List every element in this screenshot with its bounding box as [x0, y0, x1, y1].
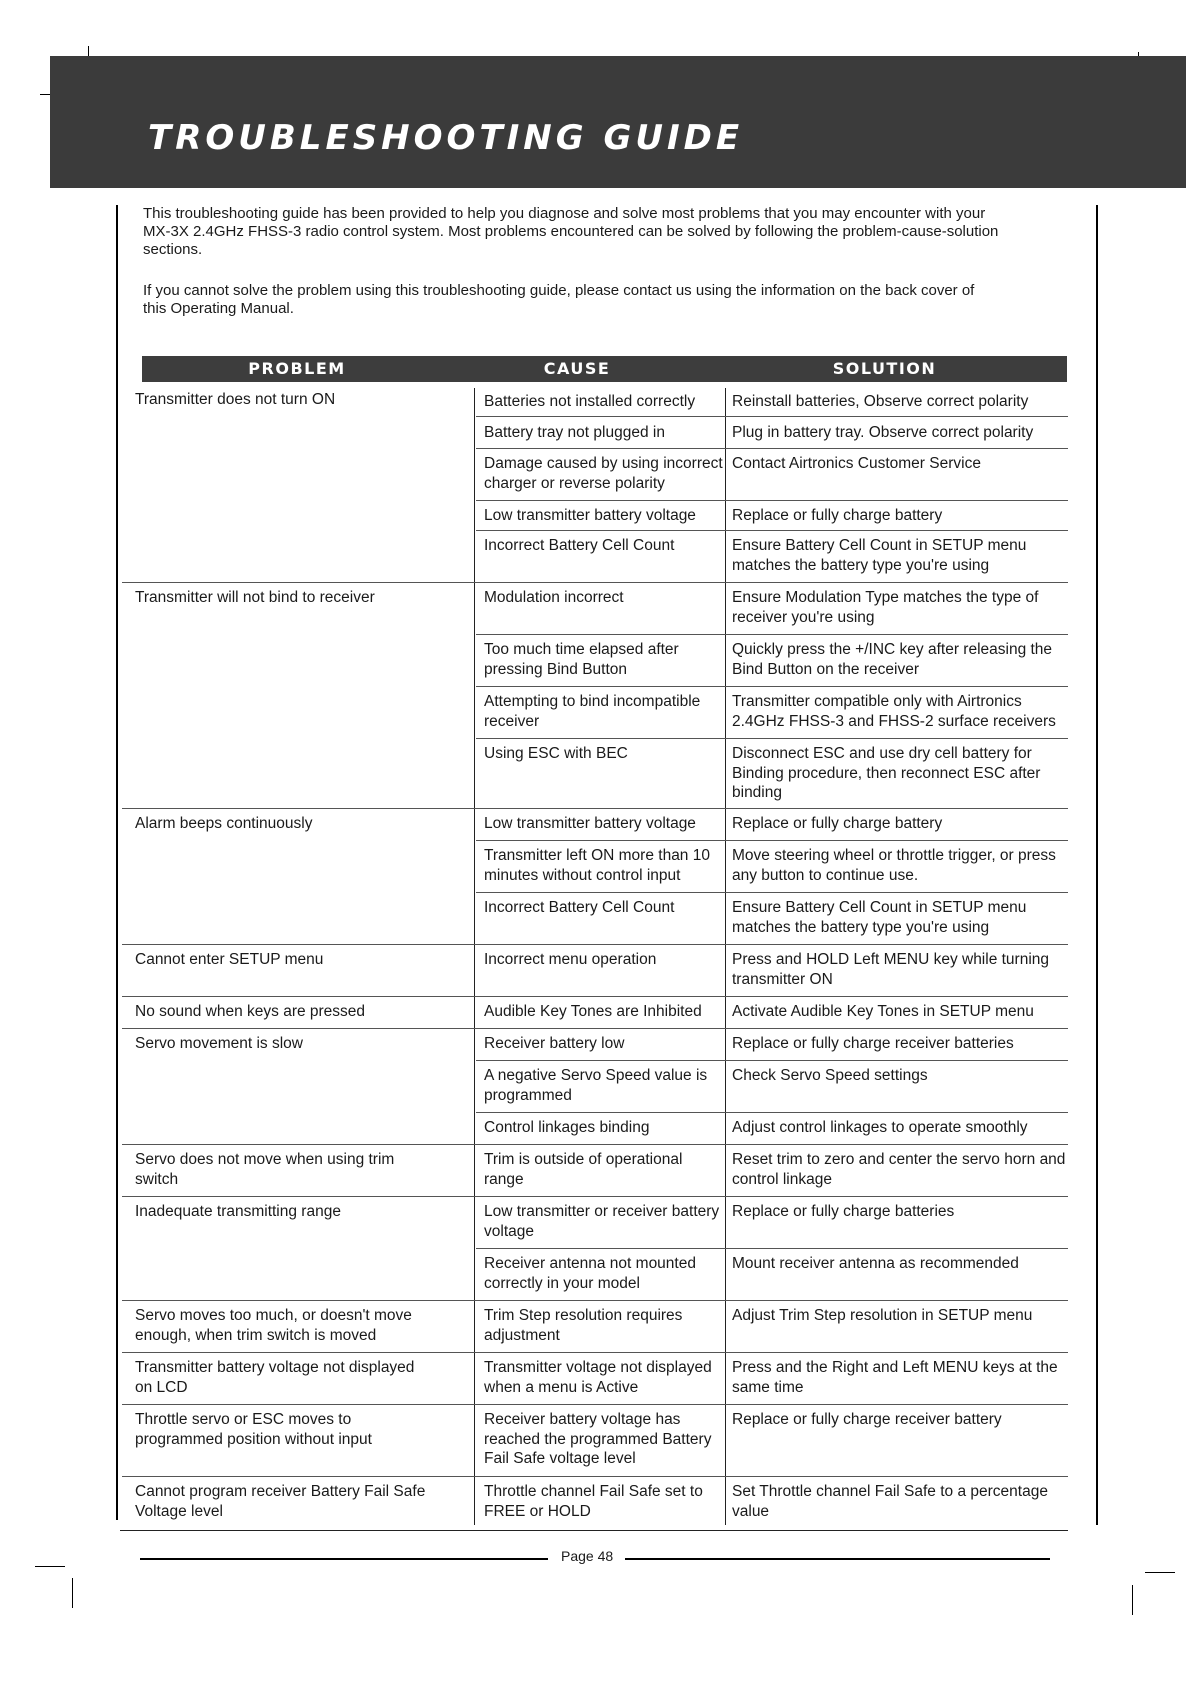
crop-mark — [1145, 1572, 1175, 1573]
page-number: Page 48 — [561, 1548, 614, 1564]
cause-cell: Control linkages binding — [484, 1119, 650, 1136]
row-divider — [476, 530, 1068, 531]
solution-cell: Press and the Right and Left MENU keys at the same time — [732, 1359, 1058, 1396]
intro-paragraph — [143, 205, 1073, 259]
solution-cell: Replace or fully charge batteries — [732, 1203, 955, 1220]
row-divider — [476, 1248, 1068, 1249]
row-divider — [122, 1476, 1068, 1477]
row-divider — [122, 944, 1068, 945]
row-divider — [122, 1196, 1068, 1197]
cause-cell: Low transmitter battery voltage — [484, 507, 696, 524]
problem-cell: Alarm beeps continuously — [135, 815, 313, 832]
solution-cell: Replace or fully charge receiver batteries — [732, 1035, 1014, 1052]
problem-cell: Servo movement is slow — [135, 1035, 303, 1052]
row-divider — [122, 996, 1068, 997]
cause-cell: Incorrect menu operation — [484, 951, 657, 968]
solution-cell: Adjust control linkages to operate smoothly — [732, 1119, 1028, 1136]
troubleshooting-table — [122, 388, 1068, 1525]
column-header-solution: SOLUTION — [832, 359, 937, 378]
solution-cell: Move steering wheel or throttle trigger, or press any button to continue use. — [732, 847, 1056, 884]
problem-cell: Servo does not move when using trim switch — [135, 1151, 395, 1188]
cause-cell: Attempting to bind incompatible receiver — [484, 693, 701, 730]
cause-cell: Battery tray not plugged in — [484, 424, 665, 441]
column-divider — [725, 388, 726, 1525]
column-divider — [474, 388, 475, 1525]
solution-cell: Adjust Trim Step resolution in SETUP menu — [732, 1307, 1033, 1324]
cause-cell: Using ESC with BEC — [484, 745, 628, 762]
solution-cell: Check Servo Speed settings — [732, 1067, 928, 1084]
crop-mark — [1132, 1585, 1133, 1615]
solution-cell: Activate Audible Key Tones in SETUP menu — [732, 1003, 1034, 1020]
intro-line: MX-3X 2.4GHz FHSS-3 radio control system. Most problems encountered can be solved by following the problem-cause-solution — [143, 223, 999, 240]
problem-cell: Cannot enter SETUP menu — [135, 951, 324, 968]
solution-cell: Transmitter compatible only with Airtronics 2.4GHz FHSS-3 and FHSS-2 surface receivers — [732, 693, 1056, 730]
row-divider — [122, 582, 1068, 583]
column-header-cause: CAUSE — [543, 359, 611, 378]
solution-cell: Quickly press the +/INC key after releasing the Bind Button on the receiver — [732, 641, 1053, 678]
solution-cell: Press and HOLD Left MENU key while turning transmitter ON — [732, 951, 1050, 988]
row-divider — [476, 738, 1068, 739]
row-divider — [476, 840, 1068, 841]
cause-cell: Receiver battery voltage has reached the programmed Battery Fail Safe voltage level — [484, 1411, 712, 1467]
solution-cell: Reinstall batteries, Observe correct polarity — [732, 393, 1029, 410]
right-margin-rule — [1096, 205, 1098, 1525]
left-margin-rule — [116, 205, 118, 1520]
row-divider — [122, 1300, 1068, 1301]
solution-cell: Ensure Battery Cell Count in SETUP menu matches the battery type you're using — [732, 899, 1027, 936]
row-divider — [122, 1028, 1068, 1029]
solution-cell: Reset trim to zero and center the servo horn and control linkage — [732, 1151, 1066, 1188]
page-title: TROUBLESHOOTING GUIDE — [148, 118, 744, 158]
cause-cell: Incorrect Battery Cell Count — [484, 899, 675, 916]
problem-cell: Servo moves too much, or doesn't move enough, when trim switch is moved — [135, 1307, 412, 1344]
cause-cell: Trim is outside of operational range — [484, 1151, 683, 1188]
solution-cell: Ensure Modulation Type matches the type of receiver you're using — [732, 589, 1039, 626]
row-divider — [122, 1144, 1068, 1145]
row-divider — [122, 1352, 1068, 1353]
solution-cell: Replace or fully charge receiver battery — [732, 1411, 1002, 1428]
problem-cell: Transmitter does not turn ON — [135, 391, 336, 408]
solution-cell: Replace or fully charge battery — [732, 815, 943, 832]
row-divider — [476, 1060, 1068, 1061]
cause-cell: Modulation incorrect — [484, 589, 624, 606]
row-divider — [476, 416, 1068, 417]
row-divider — [476, 686, 1068, 687]
row-divider — [476, 448, 1068, 449]
cause-cell: Audible Key Tones are Inhibited — [484, 1003, 702, 1020]
intro-line: this Operating Manual. — [143, 300, 294, 317]
table-header — [142, 356, 1067, 382]
solution-cell: Replace or fully charge battery — [732, 507, 943, 524]
footer-rule-left — [140, 1558, 548, 1560]
crop-mark — [72, 1578, 73, 1608]
cause-cell: Receiver antenna not mounted correctly in your model — [484, 1255, 696, 1292]
row-divider — [476, 1112, 1068, 1113]
footer-rule-right — [625, 1558, 1050, 1560]
cause-cell: Incorrect Battery Cell Count — [484, 537, 675, 554]
table-bottom-rule — [120, 1530, 1068, 1531]
cause-cell: Transmitter left ON more than 10 minutes without control input — [484, 847, 710, 884]
row-divider — [476, 500, 1068, 501]
solution-cell: Ensure Battery Cell Count in SETUP menu matches the battery type you're using — [732, 537, 1027, 574]
cause-cell: Too much time elapsed after pressing Bind Button — [484, 641, 679, 678]
row-divider — [476, 634, 1068, 635]
cause-cell: Low transmitter or receiver battery voltage — [484, 1203, 720, 1240]
cause-cell: Throttle channel Fail Safe set to FREE or HOLD — [484, 1483, 703, 1520]
problem-cell: Throttle servo or ESC moves to programmed position without input — [135, 1411, 372, 1448]
solution-cell: Disconnect ESC and use dry cell battery for Binding procedure, then reconnect ESC after binding — [732, 745, 1041, 801]
solution-cell: Mount receiver antenna as recommended — [732, 1255, 1019, 1272]
solution-cell: Plug in battery tray. Observe correct polarity — [732, 424, 1034, 441]
cause-cell: Low transmitter battery voltage — [484, 815, 696, 832]
row-divider — [122, 808, 1068, 809]
crop-mark — [35, 1566, 65, 1567]
solution-cell: Contact Airtronics Customer Service — [732, 455, 981, 472]
solution-cell: Set Throttle channel Fail Safe to a percentage value — [732, 1483, 1048, 1520]
problem-cell: Inadequate transmitting range — [135, 1203, 341, 1220]
cause-cell: A negative Servo Speed value is programmed — [484, 1067, 708, 1104]
cause-cell: Receiver battery low — [484, 1035, 625, 1052]
intro-line: sections. — [143, 241, 203, 258]
intro-line: If you cannot solve the problem using this troubleshooting guide, please contact us using the information on the back cover of — [143, 282, 975, 299]
cause-cell: Transmitter voltage not displayed when a menu is Active — [484, 1359, 712, 1396]
cause-cell: Damage caused by using incorrect charger or reverse polarity — [484, 455, 723, 492]
problem-cell: Transmitter battery voltage not displayed on LCD — [135, 1359, 415, 1396]
column-header-problem: PROBLEM — [248, 359, 346, 378]
cause-cell: Trim Step resolution requires adjustment — [484, 1307, 683, 1344]
problem-cell: Transmitter will not bind to receiver — [135, 589, 375, 606]
row-divider — [476, 892, 1068, 893]
cause-cell: Batteries not installed correctly — [484, 393, 696, 410]
problem-cell: Cannot program receiver Battery Fail Safe Voltage level — [135, 1483, 426, 1520]
intro-line: This troubleshooting guide has been provided to help you diagnose and solve most problems that you may encounter with your — [143, 205, 986, 222]
problem-cell: No sound when keys are pressed — [135, 1003, 366, 1020]
contact-paragraph — [143, 282, 1073, 318]
row-divider — [122, 1404, 1068, 1405]
